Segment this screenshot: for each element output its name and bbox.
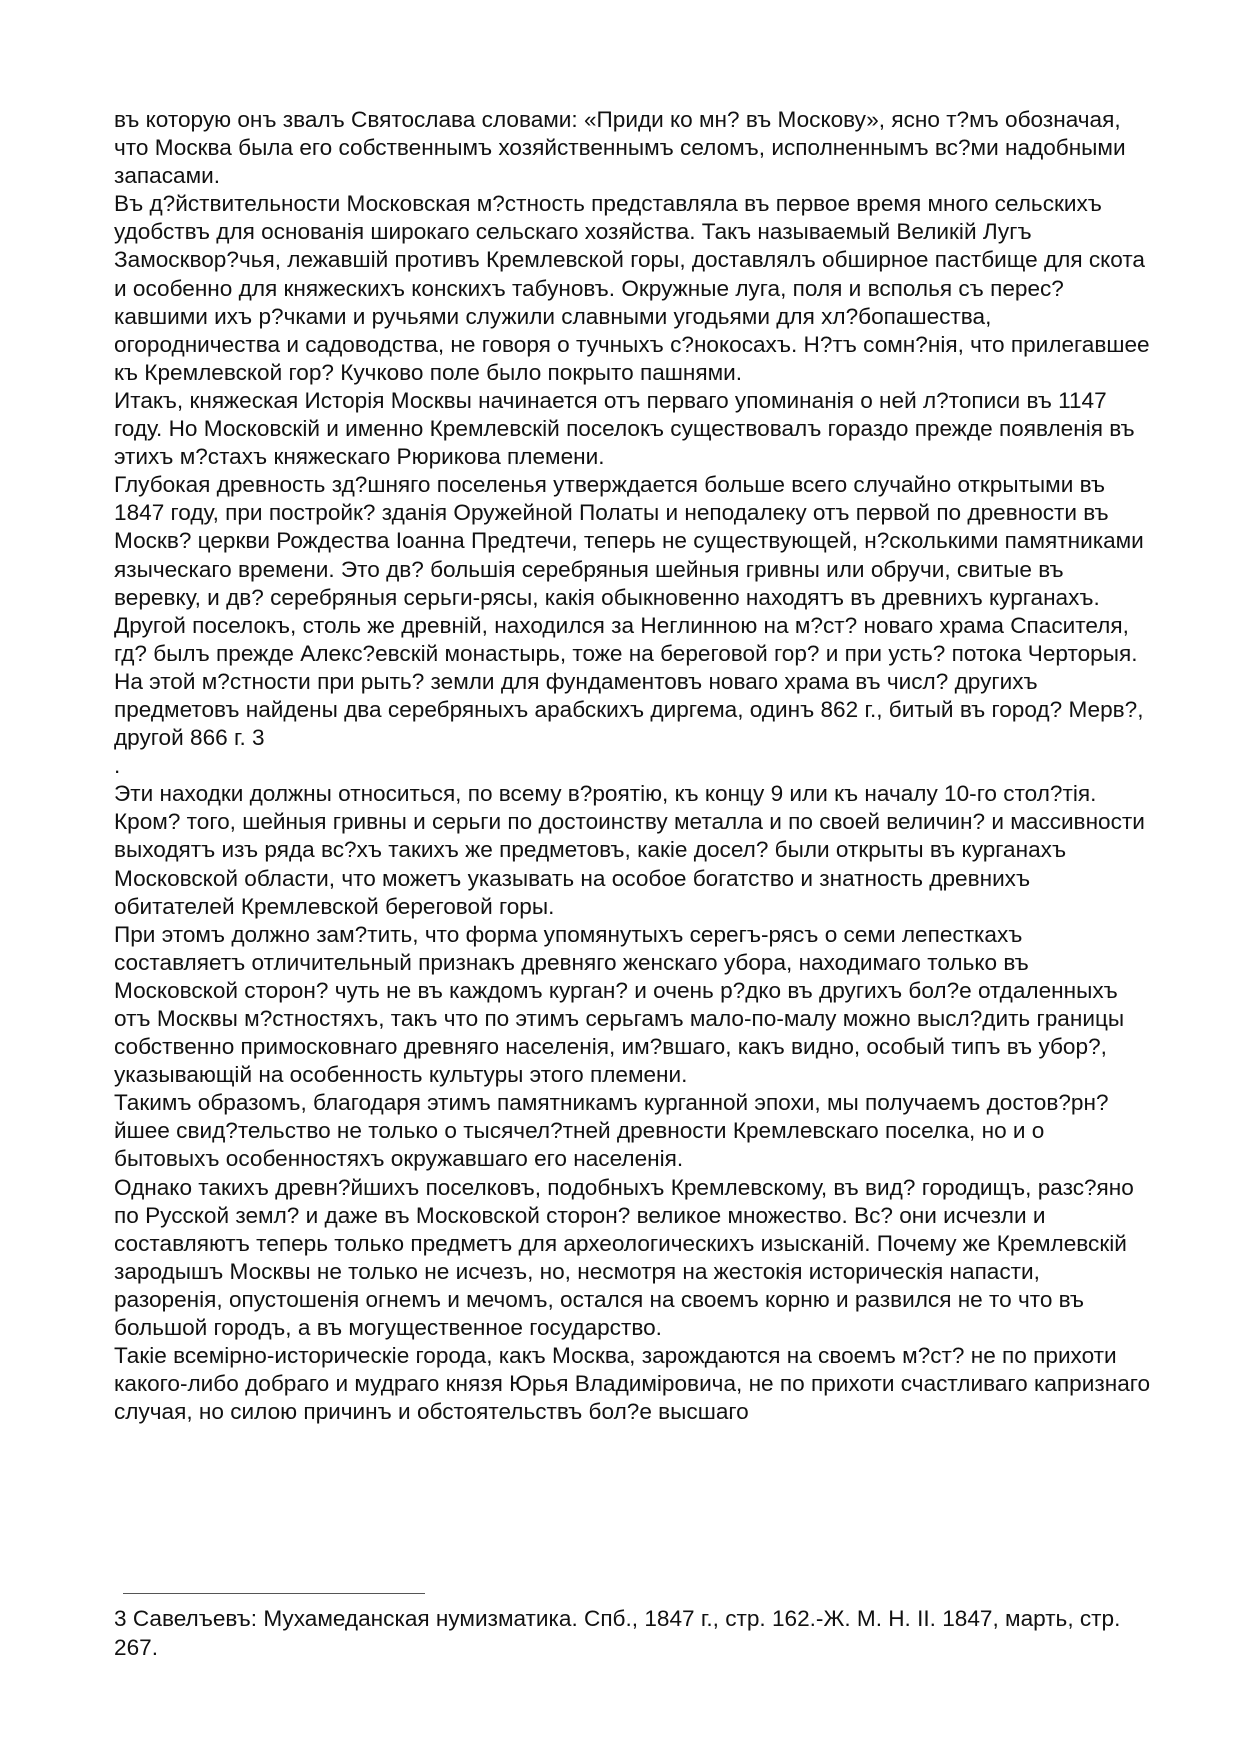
footnote-divider (123, 1593, 425, 1594)
paragraph-11: Такіе всемірно-историческіе города, какъ Москва, зарождаются на своемъ м?ст? не по прихоти какого-либо добраго и мудраго князя Юрья Владиміровича, не по прихоти счастливаго капризнаго случая, но силою причинъ и обстоятельствъ бол?е высшаго (114, 1343, 1151, 1425)
paragraph-5: Другой поселокъ, столь же древній, находился за Неглинною на м?ст? новаго храма Спасителя, гд? былъ прежде Алекс?евскій монастырь, тоже на береговой гор? и при усть? потока Черторыя. На этой м?стности при рыть? земли для фундаментовъ новаго храма въ числ? другихъ предметовъ найдены два серебряныхъ арабскихъ диргема, одинъ 862 г., битый въ город? Мерв?, другой 866 г. 3 (114, 612, 1144, 751)
paragraph-9: Такимъ образомъ, благодаря этимъ памятникамъ курганной эпохи, мы получаемъ достов?рн?йшее свид?тельство не только о тысячел?тней древности Кремлевскаго поселка, но и о бытовыхъ особенностяхъ окружавшаго его населенія. (114, 1090, 1109, 1172)
paragraph-4: Глубокая древность зд?шняго поселенья утверждается больше всего случайно открытыми въ 1847 году, при постройк? зданія Оружейной Полаты и неподалеку отъ первой по древности въ Москв? церкви Рождества Іоанна Предтечи, теперь не существующей, н?сколькими памятниками языческаго времени. Это дв? большія серебряныя шейныя гривны или обручи, свитые въ веревку, и дв? серебряныя серьги-рясы, какія обыкновенно находятъ въ древнихъ курганахъ. (114, 472, 1144, 610)
body-text (114, 106, 1154, 1426)
paragraph-6: . (114, 753, 121, 779)
paragraph-8: При этомъ должно зам?тить, что форма упомянутыхъ серегъ-рясъ о семи лепесткахъ составляетъ отличительный признакъ древняго женскаго убора, находимаго только въ Московской сторон? чуть не въ каждомъ курган? и очень р?дко въ другихъ бол?е отдаленныхъ отъ Москвы м?стностяхъ, такъ что по этимъ серьгамъ мало-по-малу можно высл?дить границы собственно примосковнаго древняго населенія, им?вшаго, какъ видно, особый типъ въ убор?, указывающій на особенность культуры этого племени. (114, 921, 1125, 1088)
paragraph-7: Эти находки должны относиться, по всему в?роятію, къ концу 9 или къ началу 10-го стол?тія. Кром? того, шейныя гривны и серьги по достоинству металла и по своей величин? и массивности выходятъ изъ ряда вс?хъ такихъ же предметовъ, какіе досел? были открыты въ курганахъ Московской области, что можетъ указывать на особое богатство и знатность древнихъ обитателей Кремлевской береговой горы. (114, 781, 1145, 919)
footnote: 3 Савелъевъ: Мухамеданская нумизматика. Спб., 1847 г., стр. 162.-Ж. М. Н. II. 1847, марть, стр. 267. (114, 1606, 1121, 1660)
paragraph-3: Итакъ, княжеская Исторія Москвы начинается отъ перваго упоминанія о ней л?тописи въ 1147 году. Но Московскій и именно Кремлевскій поселокъ существовалъ гораздо прежде появленія въ этихъ м?стахъ княжескаго Рюрикова племени. (114, 387, 1135, 470)
paragraph-10: Однако такихъ древн?йшихъ поселковъ, подобныхъ Кремлевскому, въ вид? городищъ, разс?яно по Русской земл? и даже въ Московской сторон? великое множество. Вс? они исчезли и составляютъ теперь только предметъ для археологическихъ изысканій. Почему же Кремлевскій зародышъ Москвы не только не исчезъ, но, несмотря на жестокія историческія напасти, разоренія, опустошенія огнемъ и мечомъ, остался на своемъ корню и развился не то что въ большой городъ, а въ могущественное государство. (114, 1174, 1134, 1341)
paragraph-2: Въ д?йствительности Московская м?стность представляла въ первое время много сельскихъ удобствъ для основанія широкаго сельскаго хозяйства. Такъ называемый Великій Лугъ Замосквор?чья, лежавшій противъ Кремлевской горы, доставлялъ обширное пастбище для скота и особенно для княжескихъ конскихъ табуновъ. Окружные луга, поля и всполья съ перес?кавшими ихъ р?чками и ручьями служили славными угодьями для хл?бопашества, огородничества и садоводства, не говоря о тучныхъ с?нокосахъ. Н?тъ сомн?нія, что прилегавшее къ Кремлевской гор? Кучково поле было покрыто пашнями. (114, 191, 1150, 385)
paragraph-1: въ которую онъ звалъ Святослава словами: «Приди ко мн? въ Москову», ясно т?мъ обозначая, что Москва была его собственнымъ хозяйственнымъ селомъ, исполненнымъ вс?ми надобными запасами. (114, 107, 1126, 189)
